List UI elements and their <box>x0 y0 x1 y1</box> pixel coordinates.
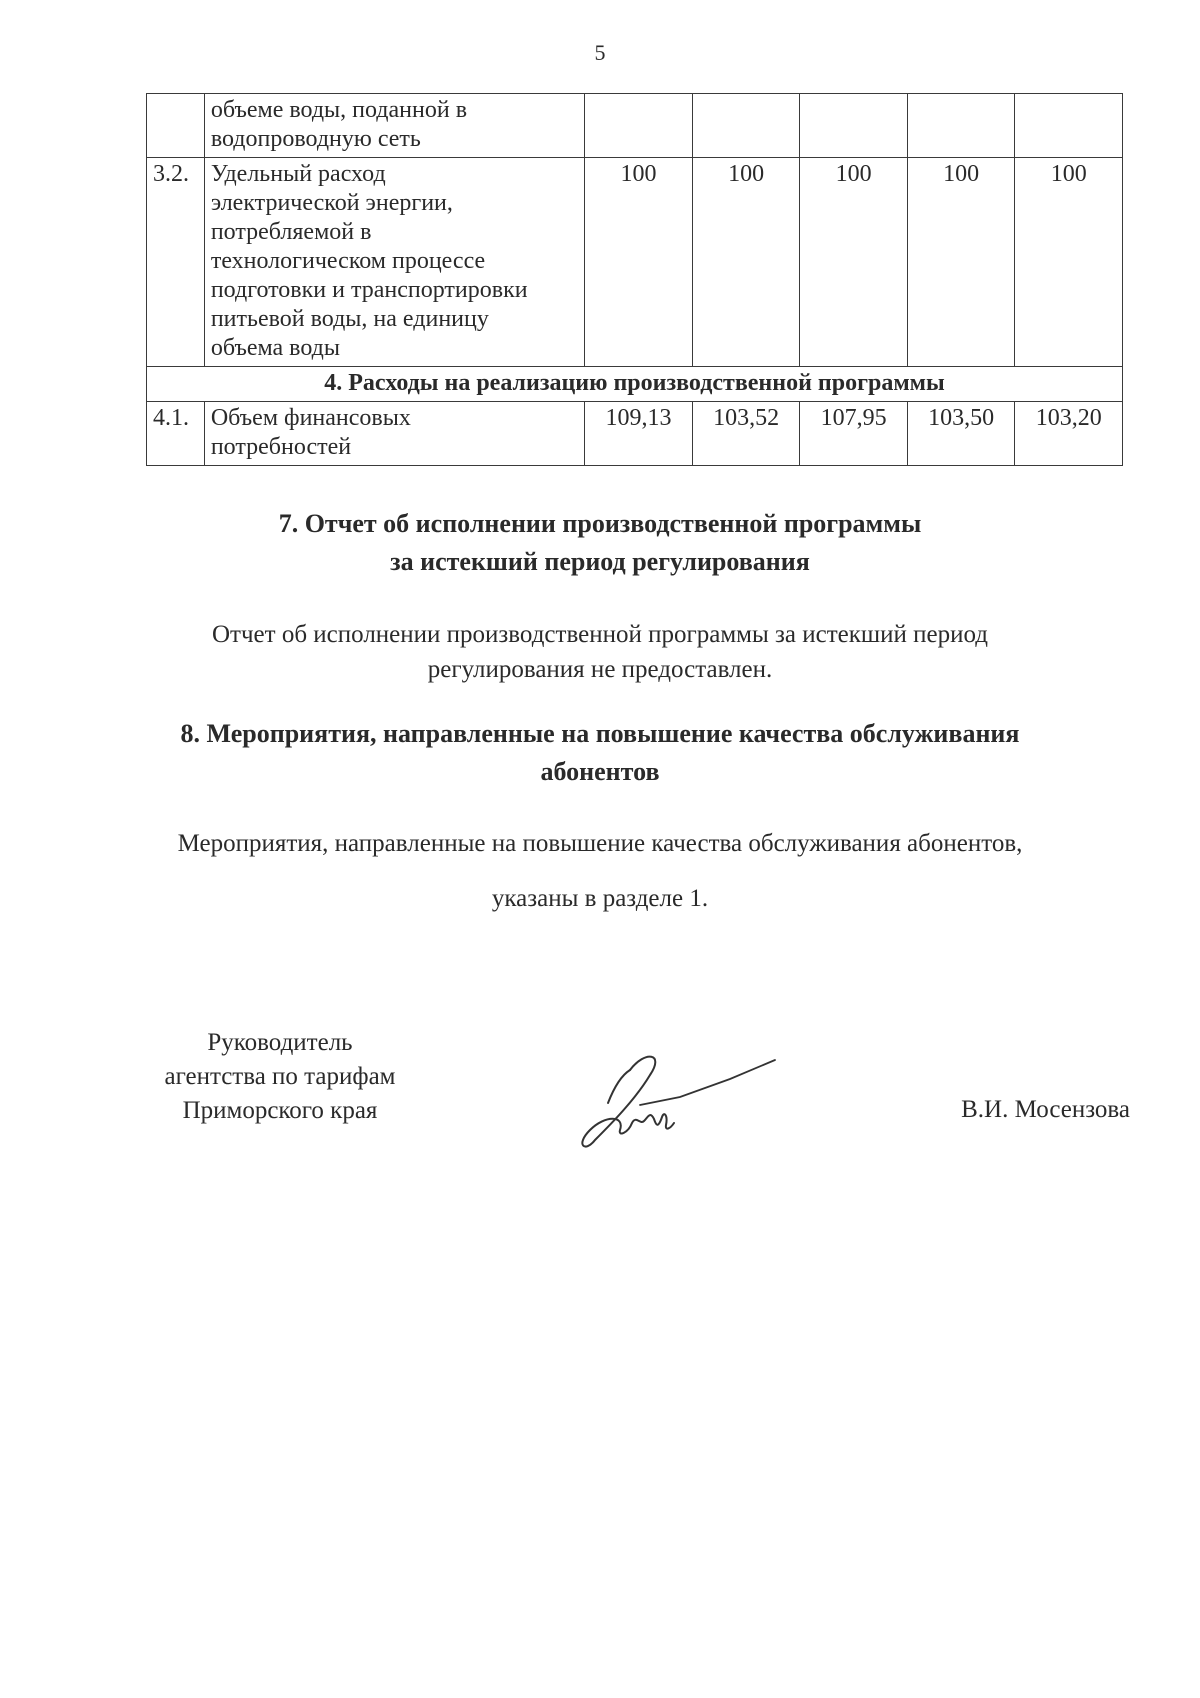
description-line: электрической энергии, <box>210 190 453 216</box>
description-line: потребностей <box>210 434 352 460</box>
title-line: Приморского края <box>182 1097 378 1124</box>
value-cell <box>907 94 1015 158</box>
table-row <box>147 94 1123 158</box>
heading-line: 7. Отчет об исполнении производственной программы <box>278 509 922 538</box>
row-number-cell: 3.2. <box>147 158 205 367</box>
paragraph-line: Отчет об исполнении производственной программы за истекший период <box>212 621 988 648</box>
description-line: водопроводную сеть <box>210 126 421 152</box>
indicators-table <box>146 93 1123 466</box>
paragraph-line: указаны в разделе 1. <box>491 885 709 912</box>
value-cell <box>1015 94 1123 158</box>
table-row <box>147 158 1123 367</box>
table-section-row <box>147 367 1123 402</box>
value-cell <box>585 94 693 158</box>
row-description-cell <box>204 402 584 466</box>
value-cell: 100 <box>907 158 1015 367</box>
description-line: потребляемой в <box>210 219 372 245</box>
page-number: 5 <box>594 40 606 65</box>
section-8-heading <box>0 715 1200 791</box>
section-7-text <box>0 617 1200 687</box>
section-7-heading <box>0 505 1200 581</box>
value-cell: 109,13 <box>585 402 693 466</box>
description-line: Объем финансовых <box>210 405 411 431</box>
heading-line: за истекший период регулирования <box>390 547 810 576</box>
signatory-title <box>130 1026 430 1128</box>
heading-line: 8. Мероприятия, направленные на повышение качества обслуживания <box>180 719 1020 748</box>
description-line: Удельный расход <box>210 161 386 187</box>
description-line: технологическом процессе <box>210 248 486 274</box>
title-line: агентства по тарифам <box>164 1063 396 1090</box>
value-cell: 100 <box>585 158 693 367</box>
row-number-cell <box>147 94 205 158</box>
description-line: питьевой воды, на единицу <box>210 306 489 332</box>
value-cell <box>692 94 800 158</box>
value-cell <box>800 94 908 158</box>
value-cell: 100 <box>692 158 800 367</box>
value-cell: 103,50 <box>907 402 1015 466</box>
row-number-cell: 4.1. <box>147 402 205 466</box>
handwritten-signature <box>570 1045 790 1160</box>
description-line: объеме воды, поданной в <box>210 97 468 123</box>
section-heading-cell: 4. Расходы на реализацию производственной программы <box>147 367 1123 402</box>
row-description-cell <box>204 94 584 158</box>
title-line: Руководитель <box>207 1029 353 1056</box>
row-description-cell <box>204 158 584 367</box>
description-line: подготовки и транспортировки <box>210 277 528 303</box>
paragraph-line: Мероприятия, направленные на повышение качества обслуживания абонентов, <box>177 830 1023 857</box>
description-line: объема воды <box>210 335 340 361</box>
heading-line: абонентов <box>540 757 660 786</box>
signatory-name: В.И. Мосензова <box>961 1096 1130 1123</box>
table-row <box>147 402 1123 466</box>
section-8-text <box>0 826 1200 916</box>
paragraph-line: регулирования не предоставлен. <box>427 656 773 683</box>
value-cell: 100 <box>1015 158 1123 367</box>
value-cell: 103,20 <box>1015 402 1123 466</box>
value-cell: 100 <box>800 158 908 367</box>
value-cell: 107,95 <box>800 402 908 466</box>
value-cell: 103,52 <box>692 402 800 466</box>
